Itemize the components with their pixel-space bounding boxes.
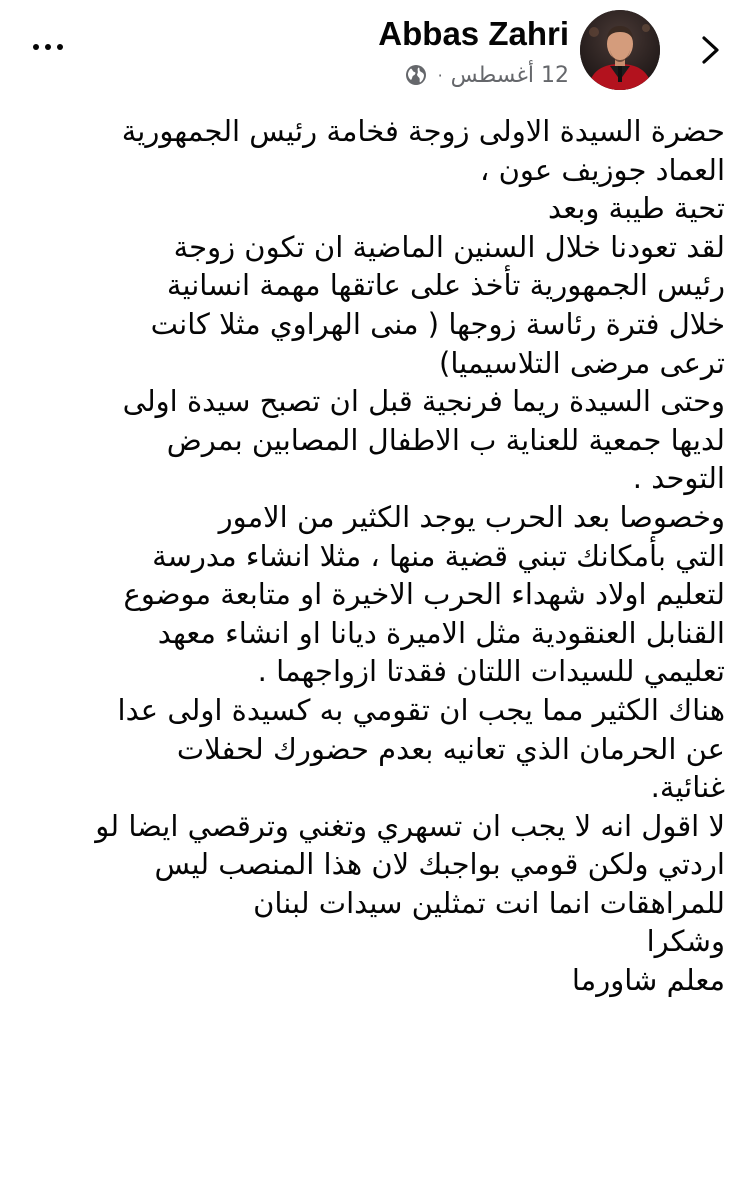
- post-text: [28, 112, 725, 1000]
- more-dots-icon: [45, 44, 51, 50]
- profile-avatar: [580, 10, 660, 90]
- post-line: رئيس الجمهورية تأخذ على عاتقها مهمة انسانية: [166, 268, 725, 303]
- post-line: لقد تعودنا خلال السنين الماضية ان تكون زوجة: [173, 229, 725, 264]
- post-line: التوحد .: [632, 461, 725, 496]
- post-line: وخصوصا بعد الحرب يوجد الكثير من الامور: [218, 499, 725, 534]
- more-dots-icon: [57, 44, 63, 50]
- post-meta: [404, 60, 569, 90]
- post-line: لتعليم اولاد شهداء الحرب الاخيرة او متابعة موضوع: [123, 577, 725, 612]
- post-line: للمراهقات انما انت تمثلين سيدات لبنان: [253, 885, 725, 920]
- author-name[interactable]: Abbas Zahri: [378, 15, 569, 52]
- author-avatar[interactable]: [580, 10, 660, 90]
- post-line: القنابل العنقودية مثل الاميرة ديانا او انشاء معهد: [157, 615, 725, 650]
- post-line: اردتي ولكن قومي بواجبك لان هذا المنصب ليس: [154, 847, 725, 882]
- chevron-right-icon[interactable]: [690, 30, 730, 70]
- post-line: وشكرا: [646, 924, 725, 959]
- post-line: التي بأمكانك تبني قضية منها ، مثلا انشاء مدرسة: [152, 538, 725, 573]
- post-line: العماد جوزيف عون ،: [480, 152, 725, 187]
- post-line: هناك الكثير مما يجب ان تقومي به كسيدة اولى عدا: [117, 692, 725, 727]
- post-line: غنائية.: [650, 770, 725, 805]
- post-line: حضرة السيدة الاولى زوجة فخامة رئيس الجمهورية: [121, 114, 725, 148]
- post-date[interactable]: 12 أغسطس: [450, 62, 569, 88]
- more-dots-icon: [33, 44, 39, 50]
- post-line: خلال فترة رئاسة زوجها ( منى الهراوي مثلا كانت: [150, 306, 725, 341]
- meta-separator: ·: [437, 65, 443, 85]
- post-line: ترعى مرضى التلاسيميا): [439, 345, 725, 380]
- more-options-button[interactable]: [28, 32, 68, 62]
- post-line: لديها جمعية للعناية ب الاطفال المصابين بمرض: [166, 422, 725, 457]
- post-line: لا اقول انه لا يجب ان تسهري وتغني وترقصي ايضا لو: [95, 808, 725, 843]
- post-line: معلم شاورما: [571, 963, 725, 998]
- post-line: تعليمي للسيدات اللتان فقدتا ازواجهما .: [257, 654, 725, 689]
- post-line: عن الحرمان الذي تعانيه بعدم حضورك لحفلات: [176, 731, 725, 766]
- globe-icon: [404, 63, 428, 87]
- post-header: [0, 0, 753, 100]
- post-line: وحتى السيدة ريما فرنجية قبل ان تصبح سيدة اولى: [122, 384, 725, 419]
- post-line: تحية طيبة وبعد: [548, 191, 725, 226]
